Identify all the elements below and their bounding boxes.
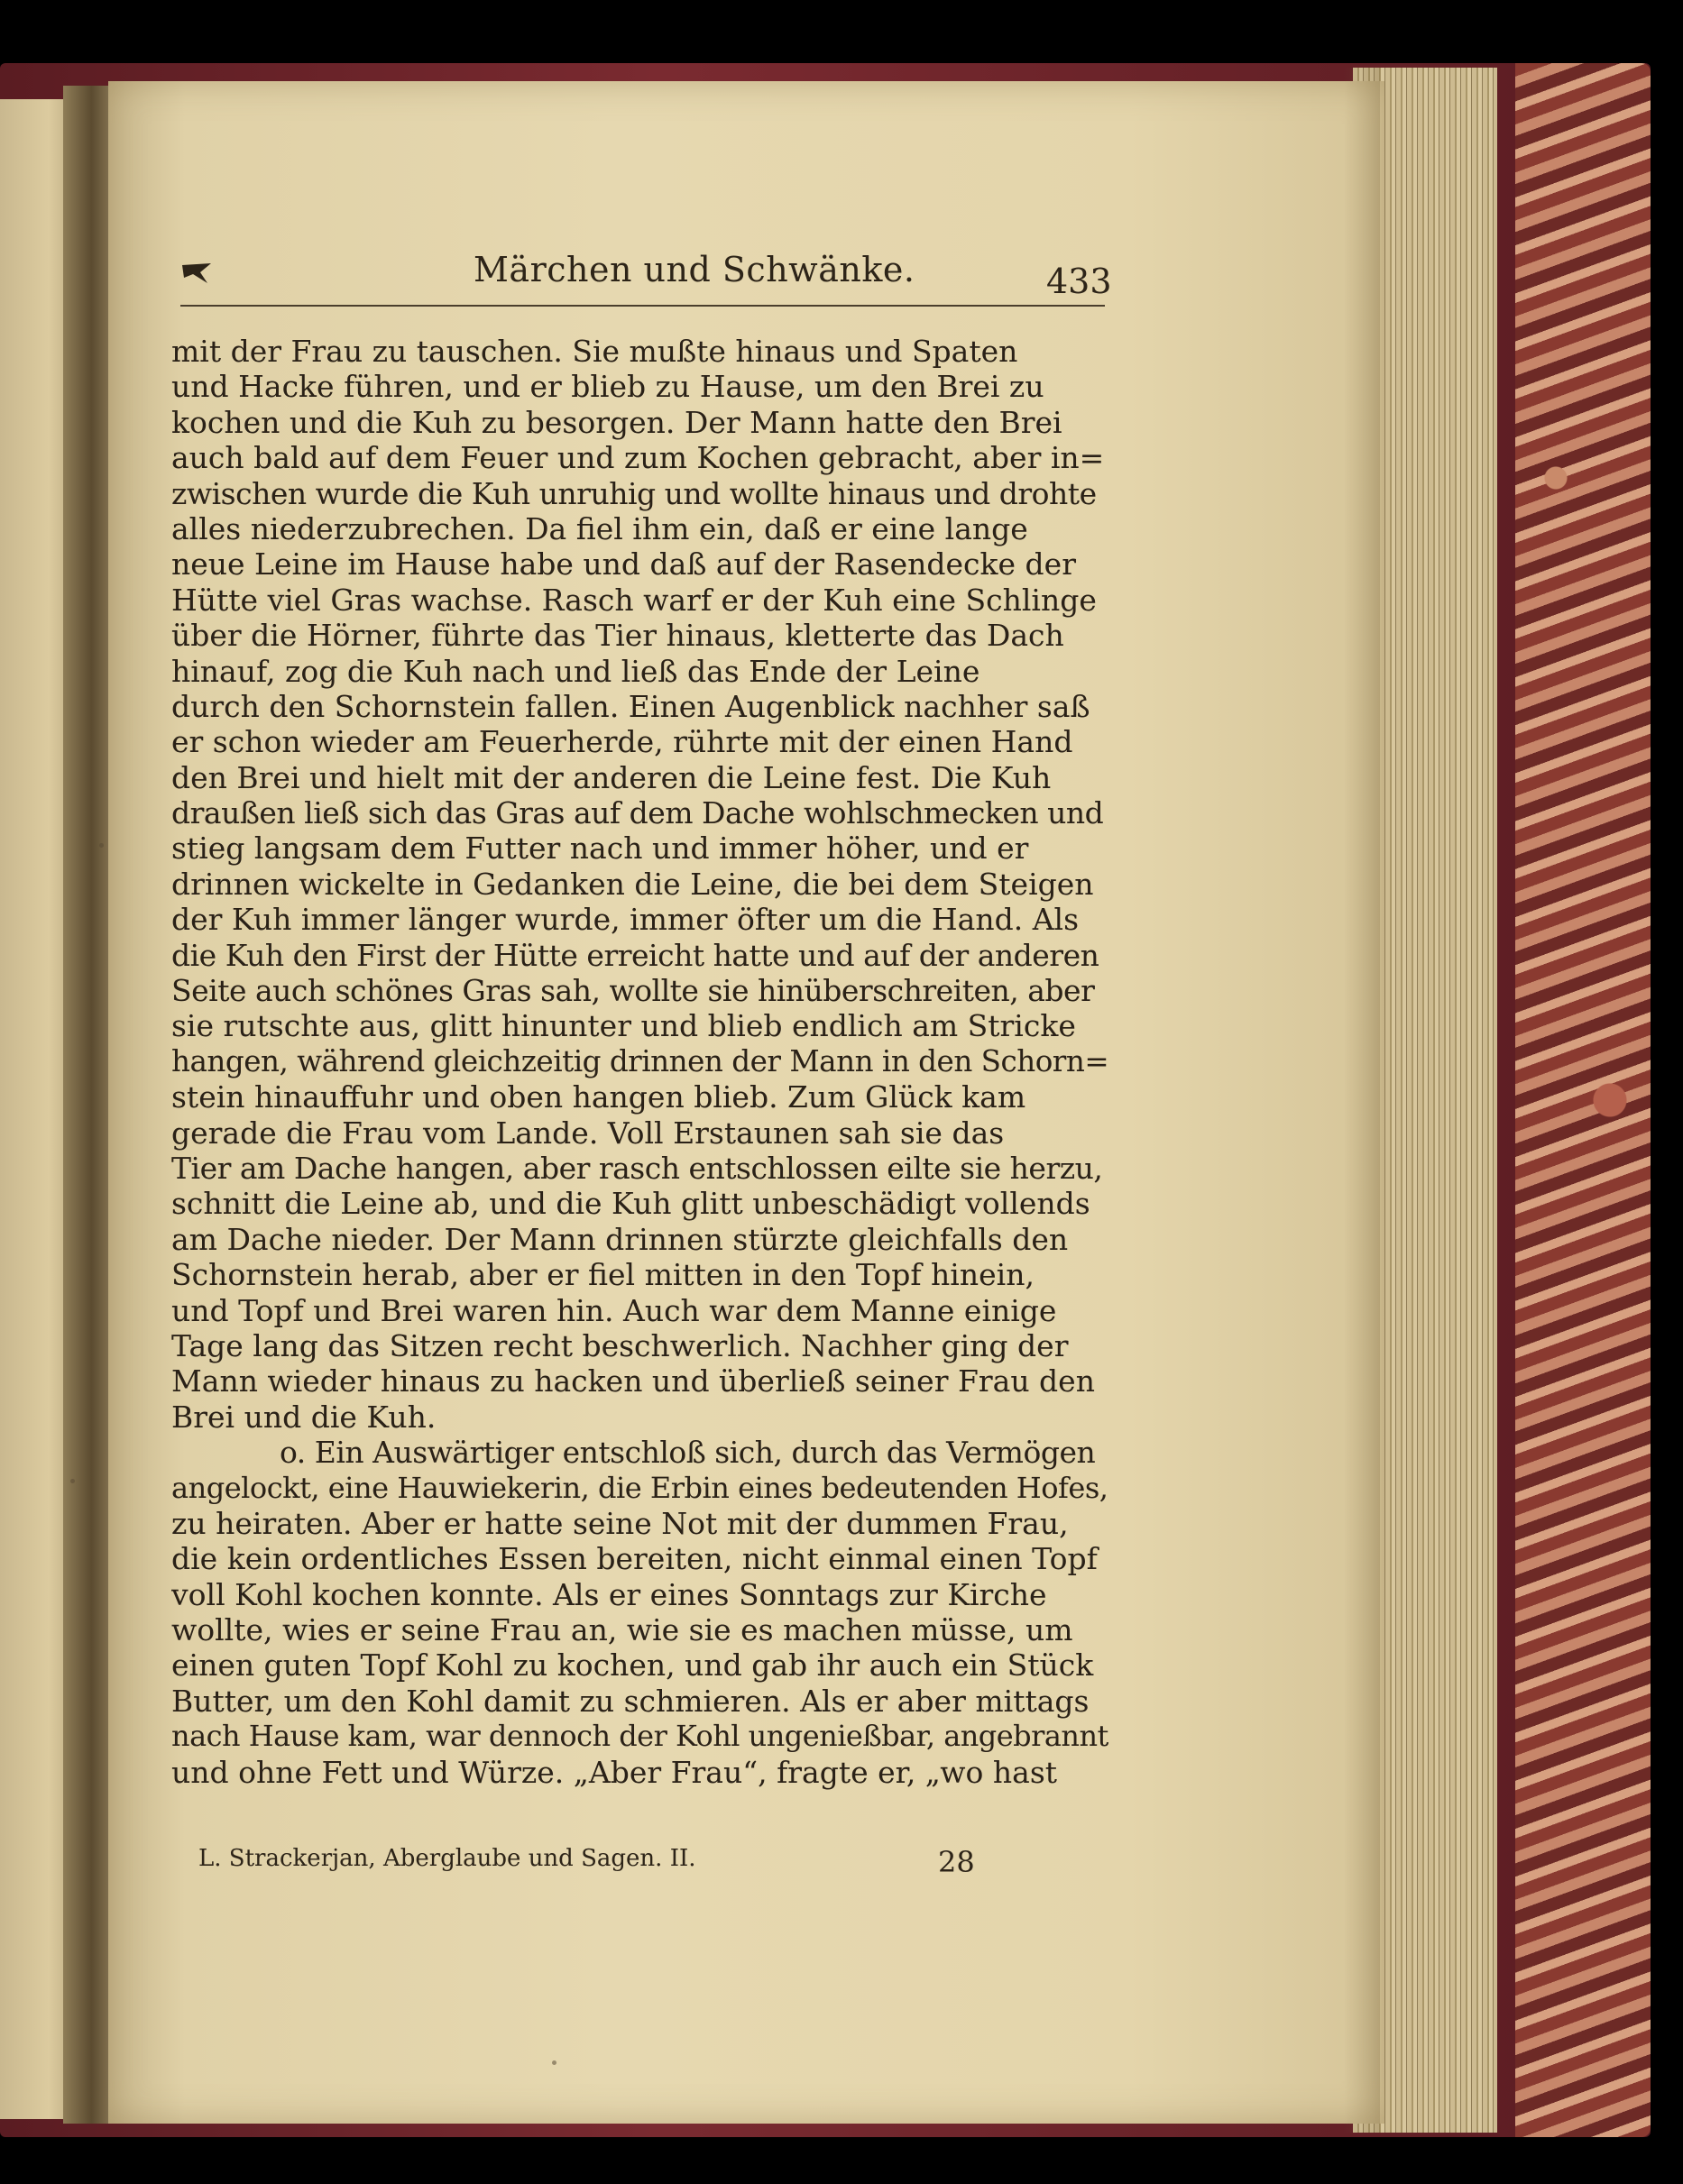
text-line: am Dache nieder. Der Mann drinnen stürzte gleichfalls den bbox=[171, 1221, 1069, 1257]
text-line: draußen ließ sich das Gras auf dem Dache wohlschmecken und bbox=[171, 795, 1104, 831]
text-line: und ohne Fett und Würze. „Aber Frau“, fragte er, „wo hast bbox=[171, 1754, 1058, 1790]
text-line: der Kuh immer länger wurde, immer öfter um die Hand. Als bbox=[171, 902, 1080, 938]
text-line: einen guten Topf Kohl zu kochen, und gab ihr auch ein Stück bbox=[171, 1647, 1094, 1684]
text-line: mit der Frau zu tauschen. Sie mußte hinaus und Spaten bbox=[171, 334, 1018, 369]
text-line: den Brei und hielt mit der anderen die Leine fest. Die Kuh bbox=[171, 759, 1052, 795]
text-line: neue Leine im Hause habe und daß auf der Rasendecke der bbox=[171, 546, 1076, 583]
text-line: angelockt, eine Hauwiekerin, die Erbin eines bedeutenden Hofes, bbox=[171, 1470, 1108, 1505]
text-line: Tage lang das Sitzen recht beschwerlich. Nachher ging der bbox=[171, 1327, 1069, 1363]
footer-signature: 28 bbox=[938, 1845, 975, 1879]
text-line: auch bald auf dem Feuer und zum Kochen gebracht, aber in= bbox=[171, 440, 1105, 476]
text-line-paragraph-start: o. Ein Auswärtiger entschloß sich, durch das Vermögen bbox=[280, 1435, 1096, 1471]
ornament-icon bbox=[180, 260, 213, 287]
text-line: wollte, wies er seine Frau an, wie sie es machen müsse, um bbox=[171, 1612, 1073, 1648]
header-rule bbox=[180, 305, 1105, 307]
body-text bbox=[171, 334, 1109, 1790]
running-title: Märchen und Schwänke. bbox=[474, 250, 915, 289]
page-shadow bbox=[1344, 68, 1380, 2133]
text-line: gerade die Frau vom Lande. Voll Erstaunen sah sie das bbox=[171, 1115, 1005, 1151]
paper-speck bbox=[99, 843, 104, 848]
text-line: zu heiraten. Aber er hatte seine Not mit der dummen Frau, bbox=[171, 1505, 1069, 1541]
paper-speck bbox=[70, 1479, 75, 1483]
paper-speck bbox=[552, 2060, 556, 2065]
text-line: drinnen wickelte in Gedanken die Leine, die bei dem Steigen bbox=[171, 866, 1094, 902]
text-line: schnitt die Leine ab, und die Kuh glitt unbeschädigt vollends bbox=[171, 1186, 1090, 1222]
text-line: durch den Schornstein fallen. Einen Augenblick nachher saß bbox=[171, 688, 1090, 724]
text-line: hinauf, zog die Kuh nach und ließ das Ende der Leine bbox=[171, 653, 980, 689]
text-line: Mann wieder hinaus zu hacken und überließ seiner Frau den bbox=[171, 1363, 1095, 1399]
text-line: sie rutschte aus, glitt hinunter und blieb endlich am Stricke bbox=[171, 1008, 1076, 1044]
text-line: und Topf und Brei waren hin. Auch war dem Manne einige bbox=[171, 1292, 1057, 1328]
text-line: kochen und die Kuh zu besorgen. Der Mann hatte den Brei bbox=[171, 404, 1062, 440]
text-line: die Kuh den First der Hütte erreicht hatte und auf der anderen bbox=[171, 937, 1099, 973]
text-line: über die Hörner, führte das Tier hinaus, kletterte das Dach bbox=[171, 618, 1064, 654]
text-line: Schornstein herab, aber er fiel mitten in den Topf hinein, bbox=[171, 1257, 1035, 1293]
text-line: hangen, während gleichzeitig drinnen der Mann in den Schorn= bbox=[171, 1043, 1109, 1078]
page-number: 433 bbox=[1046, 262, 1112, 301]
text-line: alles niederzubrechen. Da fiel ihm ein, daß er eine lange bbox=[171, 510, 1028, 546]
text-line: zwischen wurde die Kuh unruhig und wollte hinaus und drohte bbox=[171, 475, 1097, 511]
text-line: nach Hause kam, war dennoch der Kohl ungenießbar, angebrannt bbox=[171, 1719, 1108, 1754]
text-line: Seite auch schönes Gras sah, wollte sie hinüberschreiten, aber bbox=[171, 973, 1095, 1009]
text-line: Butter, um den Kohl damit zu schmieren. Als er aber mittags bbox=[171, 1683, 1090, 1719]
footer-author-title: L. Strackerjan, Aberglaube und Sagen. II. bbox=[198, 1845, 696, 1872]
text-line: stein hinauffuhr und oben hangen blieb. Zum Glück kam bbox=[171, 1079, 1026, 1115]
text-line: Tier am Dache hangen, aber rasch entschlossen eilte sie herzu, bbox=[171, 1150, 1103, 1186]
text-line: Hütte viel Gras wachse. Rasch warf er der Kuh eine Schlinge bbox=[171, 582, 1097, 618]
marbled-cover-edge bbox=[1515, 63, 1651, 2137]
text-line: und Hacke führen, und er blieb zu Hause, um den Brei zu bbox=[171, 369, 1044, 405]
text-line: voll Kohl kochen konnte. Als er eines Sonntags zur Kirche bbox=[171, 1576, 1047, 1612]
text-line: Brei und die Kuh. bbox=[171, 1399, 437, 1435]
text-line: stieg langsam dem Futter nach und immer höher, und er bbox=[171, 830, 1029, 867]
text-line: er schon wieder am Feuerherde, rührte mit der einen Hand bbox=[171, 724, 1073, 760]
text-line: die kein ordentliches Essen bereiten, nicht einmal einen Topf bbox=[171, 1541, 1098, 1577]
